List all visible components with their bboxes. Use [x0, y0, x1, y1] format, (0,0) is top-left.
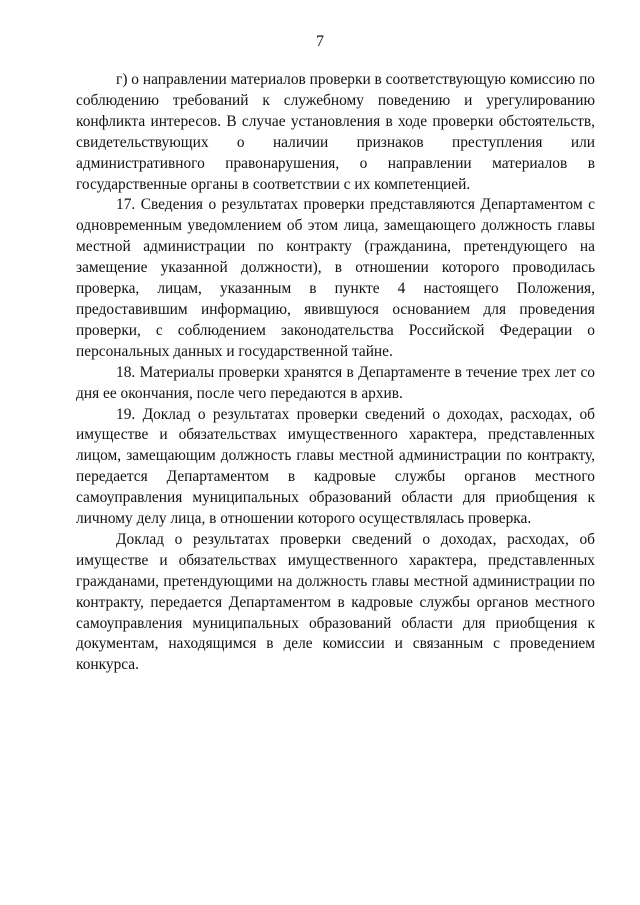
- paragraph-19: 19. Доклад о результатах проверки сведений о доходах, расходах, об имуществе и обязательствах имущественного характера, представленных лицом, замещающим должность главы местной администрации по контракту, передается Департаментом в кадровые службы органов местного самоуправления муниципальных образований области для приобщения к личному делу лица, в отношении которого осуществлялась проверка.: [76, 405, 595, 528]
- document-body: [76, 70, 595, 676]
- paragraph-19-continued: Доклад о результатах проверки сведений о доходах, расходах, об имуществе и обязательствах имущественного характера, представленных гражданами, претендующими на должность главы местной администрации по контракту, передается Департаментом в кадровые службы органов местного самоуправления муниципальных образований области для приобщения к документам, находящимся в деле комиссии и связанным с проведением конкурса.: [76, 530, 595, 674]
- paragraph-item-g: г) о направлении материалов проверки в соответствующую комиссию по соблюдению требований к служебному поведению и урегулированию конфликта интересов. В случае установления в ходе проверки обстоятельств, свидетельствующих о наличии признаков преступления или административного правонарушения, о направлении материалов в государственные органы в соответствии с их компетенцией.: [76, 71, 595, 193]
- page-number: 7: [316, 33, 324, 50]
- paragraph-18: 18. Материалы проверки хранятся в Департаменте в течение трех лет со дня ее окончания, после чего передаются в архив.: [76, 363, 595, 402]
- paragraph-17: 17. Сведения о результатах проверки представляются Департаментом с одновременным уведомлением об этом лица, замещающего должность главы местной администрации по контракту (гражданина, претендующего на замещение указанной должности), в отношении которого проводилась проверка, лицам, указанным в пункте 4 настоящего Положения, предоставившим информацию, явившуюся основанием для проведения проверки, с соблюдением законодательства Российской Федерации о персональных данных и государственной тайне.: [76, 196, 595, 360]
